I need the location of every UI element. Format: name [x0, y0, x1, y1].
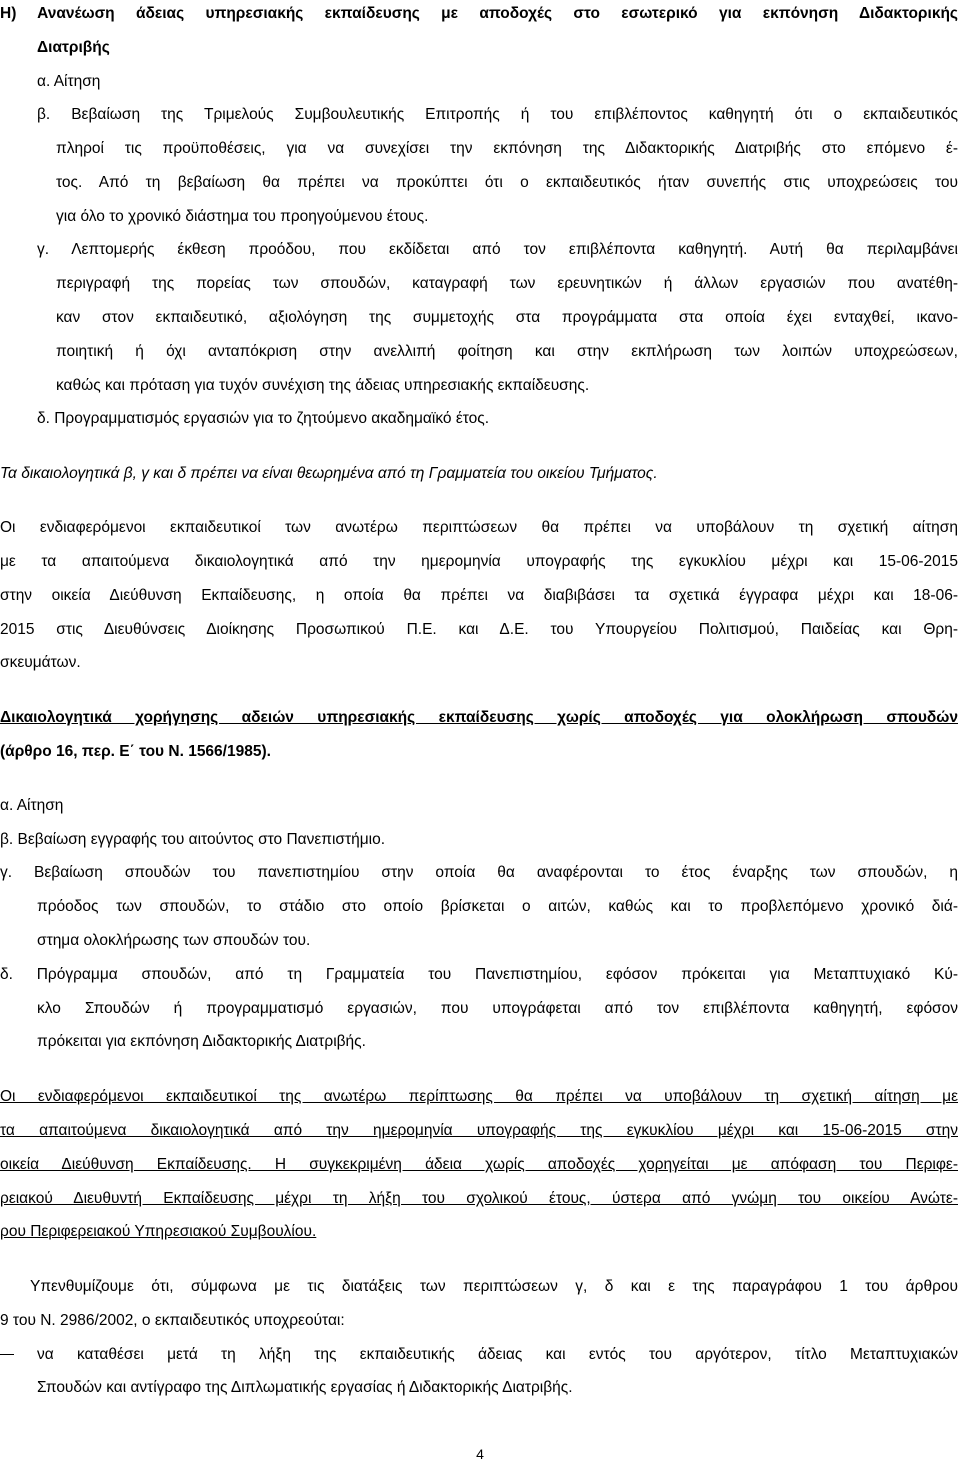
- unpaid-underlined-line-5: ρου Περιφερειακού Υπηρεσιακού Συμβουλίου.: [0, 1223, 317, 1240]
- section-h-paragraph-line-3: στην οικεία Διεύθυνση Εκπαίδευσης, η οποία θα πρέπει να διαβιβάσει τα σχετικά έγγραφα μέχρι και 18-06-: [0, 587, 958, 604]
- section-h-italic-note: Τα δικαιολογητικά β, γ και δ πρέπει να είναι θεωρημένα από τη Γραμματεία του οικείου Τμήματος.: [0, 465, 658, 482]
- unpaid-item-d-line-2: κλο Σπουδών ή προγραμματισμό εργασιών, που υπογράφεται από τον επιβλέποντα καθηγητή, εφόσον: [37, 1000, 958, 1017]
- unpaid-underlined-line-3: οικεία Διεύθυνση Εκπαίδευσης. Η συγκεκριμένη άδεια χωρίς αποδοχές χορηγείται με απόφαση του Περιφε-: [0, 1156, 958, 1173]
- unpaid-item-d-line-1: δ. Πρόγραμμα σπουδών, από τη Γραμματεία του Πανεπιστημίου, εφόσον πρόκειται για Μεταπτυχιακό Κύ-: [0, 966, 958, 983]
- section-h-item-b-line-2: πληροί τις προϋποθέσεις, για να συνεχίσει την εκπόνηση της Διδακτορικής Διατριβής στο επόμενο έ-: [56, 140, 958, 157]
- unpaid-item-c-line-3: στημα ολοκλήρωσης των σπουδών του.: [37, 932, 311, 949]
- unpaid-item-c-line-2: πρόοδος των σπουδών, το στάδιο στο οποίο βρίσκεται ο αιτών, καθώς και το προβλεπόμενο χρονικό διά-: [37, 898, 958, 915]
- section-h-item-c-line-3: καν στον εκπαιδευτικό, αξιολόγηση της συμμετοχής στα προγράμματα στα οποία έχει ενταχθεί, ικανο-: [56, 309, 958, 326]
- section-h-item-d: δ. Προγραμματισμός εργασιών για το ζητούμενο ακαδημαϊκό έτος.: [37, 410, 490, 427]
- section-h-item-b-line-3: τος. Από τη βεβαίωση θα πρέπει να προκύπτει ότι ο εκπαιδευτικός ήταν συνεπής στις υποχρεώσεις του: [56, 174, 958, 191]
- unpaid-underlined-line-1: Οι ενδιαφερόμενοι εκπαιδευτικοί της ανωτέρω περίπτωσης θα πρέπει να υποβάλουν τη σχετική αίτηση με: [0, 1088, 958, 1105]
- section-h-item-b-line-4: για όλο το χρονικό διάστημα του προηγούμενου έτους.: [56, 208, 429, 225]
- section-h-item-a: α. Αίτηση: [37, 73, 101, 90]
- section-h-item-c-line-4: ποιητική ή όχι ανταπόκριση στην ανελλιπή φοίτηση και στην εκπλήρωση των λοιπών υποχρεώσεων,: [56, 343, 958, 360]
- unpaid-underlined-line-2: τα απαιτούμενα δικαιολογητικά από την ημερομηνία υπογραφής της εγκυκλίου μέχρι και 15-06-2015 στην: [0, 1122, 958, 1139]
- unpaid-section-title-line-2: (άρθρο 16, περ. Ε΄ του Ν. 1566/1985).: [0, 743, 271, 760]
- section-h-item-c-line-2: περιγραφή της πορείας των σπουδών, καταγραφή των ερευνητικών ή άλλων εργασιών που ανατέθη-: [56, 275, 958, 292]
- section-h-paragraph-line-5: σκευμάτων.: [0, 654, 81, 671]
- reminder-bullet-line-1: να καταθέσει μετά τη λήξη της εκπαιδευτικής άδειας και εντός του αργότερον, τίτλο Μεταπτυχιακών: [37, 1346, 958, 1363]
- section-h-item-c-line-1: γ. Λεπτομερής έκθεση προόδου, που εκδίδεται από τον επιβλέποντα καθηγητή. Αυτή θα περιλαμβάνει: [37, 241, 958, 258]
- reminder-bullet-line-2: Σπουδών και αντίγραφο της Διπλωματικής εργασίας ή Διδακτορικής Διατριβής.: [37, 1379, 573, 1396]
- section-h-title-line-2: Διατριβής: [37, 39, 110, 56]
- page-number: 4: [476, 1446, 484, 1462]
- section-h-item-b-line-1: β. Βεβαίωση της Τριμελούς Συμβουλευτικής Επιτροπής ή του επιβλέποντος καθηγητή ότι ο εκπαιδευτικός: [37, 106, 958, 123]
- dash-bullet-icon: [0, 1344, 20, 1366]
- unpaid-section-title-line-1: Δικαιολογητικά χορήγησης αδειών υπηρεσιακής εκπαίδευσης χωρίς αποδοχές για ολοκλήρωση σπουδών: [0, 709, 958, 726]
- unpaid-item-d-line-3: πρόκειται για εκπόνηση Διδακτορικής Διατριβής.: [37, 1033, 366, 1050]
- reminder-line-1: Υπενθυμίζουμε ότι, σύμφωνα με τις διατάξεις των περιπτώσεων γ, δ και ε της παραγράφου 1 του άρθρου: [30, 1278, 958, 1295]
- section-h-paragraph-line-4: 2015 στις Διευθύνσεις Διοίκησης Προσωπικού Π.Ε. και Δ.Ε. του Υπουργείου Πολιτισμού, Παιδείας και Θρη-: [0, 621, 958, 638]
- section-h-item-c-line-5: καθώς και πρόταση για τυχόν συνέχιση της άδειας υπηρεσιακής εκπαίδευσης.: [56, 377, 590, 394]
- unpaid-underlined-line-4: ρειακού Διευθυντή Εκπαίδευσης μέχρι τη λήξη του σχολικού έτους, ύστερα από γνώμη του οικείου Ανώτε-: [0, 1190, 958, 1207]
- section-h-paragraph-line-2: με τα απαιτούμενα δικαιολογητικά από την ημερομηνία υπογραφής της εγκυκλίου μέχρι και 15-06-2015: [0, 553, 958, 570]
- section-h-title-line-1: Η) Ανανέωση άδειας υπηρεσιακής εκπαίδευσης με αποδοχές στο εσωτερικό για εκπόνηση Διδακτορικής: [0, 5, 958, 22]
- unpaid-item-c-line-1: γ. Βεβαίωση σπουδών του πανεπιστημίου στην οποία θα αναφέρονται το έτος έναρξης των σπουδών, η: [0, 864, 958, 881]
- section-h-paragraph-line-1: Οι ενδιαφερόμενοι εκπαιδευτικοί των ανωτέρω περιπτώσεων θα πρέπει να υποβάλουν τη σχετική αίτηση: [0, 519, 958, 536]
- unpaid-item-b: β. Βεβαίωση εγγραφής του αιτούντος στο Πανεπιστήμιο.: [0, 831, 386, 848]
- unpaid-item-a: α. Αίτηση: [0, 797, 64, 814]
- reminder-line-2: 9 του Ν. 2986/2002, ο εκπαιδευτικός υποχρεούται:: [0, 1312, 345, 1329]
